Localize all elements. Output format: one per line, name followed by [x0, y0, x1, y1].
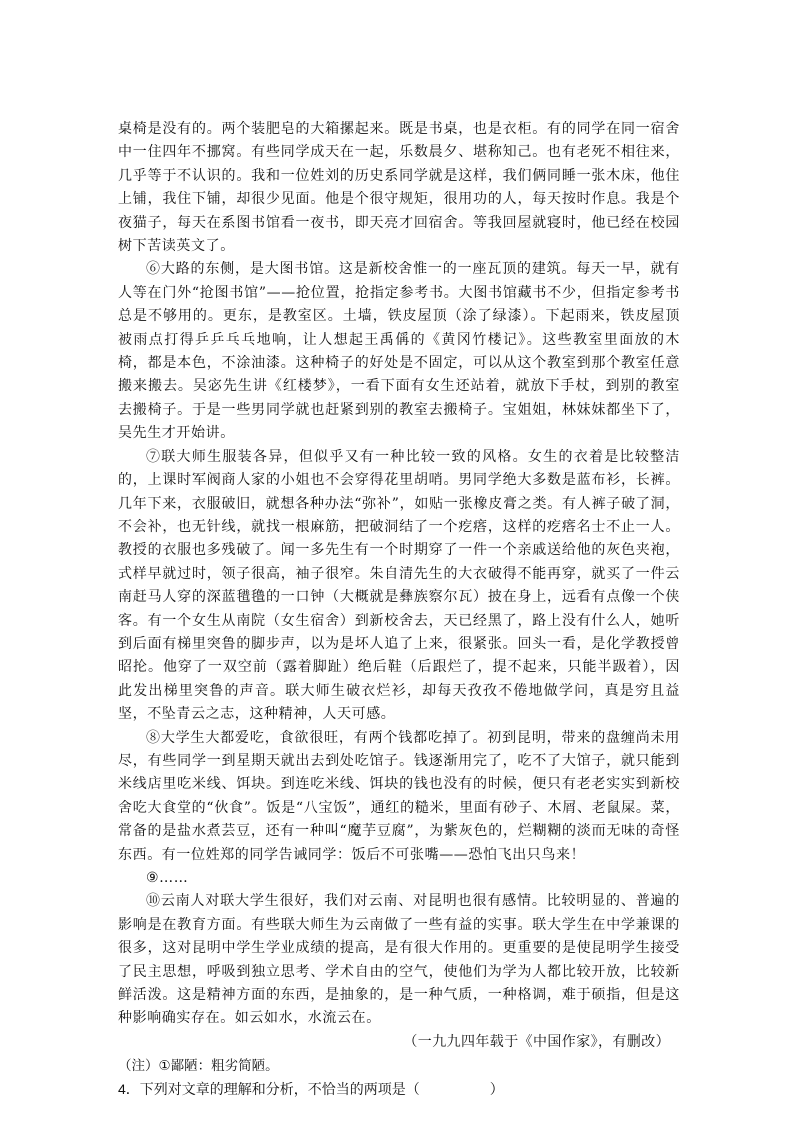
- paragraph-10: ⑩云南人对联大学生很好，我们对云南、对昆明也很有感情。比较明显的、普遍的影响是在教育方面。有些联大师生为云南做了一些有益的实事。联大学生在中学兼课的很多，这对昆明中学生学业成绩的提高，是有很大作用的。更重要的是使昆明学生接受了民主思想，呼吸到独立思考、学术自由的空气，使他们为学为人都比较开放，比较新鲜活泼。这是精神方面的东西，是抽象的，是一种气质，一种格调，难于硕指，但是这种影响确实存在。如云如水，水流云在。: [118, 893, 680, 1027]
- question-stem: 4．下列对文章的理解和分析，不恰当的两项是（: [118, 1080, 420, 1097]
- article-source: （一九九四年载于《中国作家》，有删改）: [403, 1033, 670, 1050]
- paragraph-9: ⑨……: [146, 870, 189, 886]
- paragraph-continuation: 桌椅是没有的。两个装肥皂的大箱摞起来。既是书桌，也是衣柜。有的同学在同一宿舍中一住四年不挪窝。有些同学成天在一起，乐数晨夕、堪称知己。也有老死不相往来，几乎等于不认识的。我和一位姓刘的历史系同学就是这样，我们俩同睡一张木床，他住上铺，我住下铺，却很少见面。他是个很守规矩，很用功的人，每天按时作息。我是个夜猫子，每天在系图书馆看一夜书，即天亮才回宿舍。等我回屋就寝时，他已经在校园树下苦读英文了。: [118, 121, 680, 255]
- article-body: [118, 118, 680, 1031]
- paragraph-6: ⑥大路的东侧，是大图书馆。这是新校舍惟一的一座瓦顶的建筑。每天一早，就有人等在门外“抢图书馆”——抢位置，抢指定参考书。大图书馆藏书不少，但指定参考书总是不够用的。更东，是教室区。土墙，铁皮屋顶（涂了绿漆）。下起雨来，铁皮屋顶被雨点打得乒乒乓乓地响，让人想起王禹偁的《黄冈竹楼记》。这些教室里面放的木椅，都是本色，不涂油漆。这种椅子的好处是不固定，可以从这个教室到那个教室任意搬来搬去。吴宓先生讲《红楼梦》，一看下面有女生还站着，就放下手杖，到别的教室去搬椅子。于是一些男同学就也赶紧到别的教室去搬椅子。宝姐姐，林妹妹都坐下了，吴先生才开始讲。: [118, 261, 680, 442]
- document-page: [118, 118, 680, 1101]
- question-4: [118, 1078, 680, 1101]
- paragraph-7: ⑦联大师生服装各异，但似乎又有一种比较一致的风格。女生的衣着是比较整洁的，上课时军阀商人家的小姐也不会穿得花里胡哨。男同学绝大多数是蓝布衫，长裤。几年下来，衣服破旧，就想各种办法“弥补”，如贴一张橡皮膏之类。有人裤子破了洞，不会补，也无针线，就找一根麻筋，把破洞结了一个疙瘩，这样的疙瘩名士不止一人。教授的衣服也多残破了。闻一多先生有一个时期穿了一件一个亲戚送给他的灰色夹袍，式样早就过时，领子很高，袖子很窄。朱自清先生的大衣破得不能再穿，就买了一件云南赶马人穿的深蓝氆氇的一口钟（大概就是彝族察尔瓦）披在身上，远看有点像一个侠客。有一个女生从南院（女生宿舍）到新校舍去，天已经黑了，路上没有什么人，她听到后面有梯里突鲁的脚步声，以为是坏人追了上来，很紧张。回头一看，是化学教授曾昭抡。他穿了一双空前（露着脚趾）绝后鞋（后跟烂了，提不起来，只能半趿着），因此发出梯里突鲁的声音。联大师生破衣烂衫，却每天孜孜不倦地做学问，真是穷且益坚，不坠青云之志，这种精神，人天可感。: [118, 448, 680, 723]
- footnote: （注）①鄙陋：粗劣简陋。: [118, 1058, 279, 1074]
- question-close: ）: [489, 1080, 504, 1097]
- paragraph-8: ⑧大学生大都爱吃，食欲很旺，有两个钱都吃掉了。初到昆明，带来的盘缠尚未用尽，有些同学一到星期天就出去到处吃馆子。钱逐渐用完了，吃不了大馆子，就只能到米线店里吃米线、饵块。到连吃米线、饵块的钱也没有的时候，便只有老老实实到新校舍吃大食堂的“伙食”。饭是“八宝饭”，通红的糙米，里面有砂子、木屑、老鼠屎。菜，常备的是盐水煮芸豆，还有一种叫“魔芋豆腐”，为紫灰色的，烂糊糊的淡而无味的奇怪东西。有一位姓郑的同学告诫同学：饭后不可张嘴——恐怕飞出只鸟来！: [118, 729, 680, 863]
